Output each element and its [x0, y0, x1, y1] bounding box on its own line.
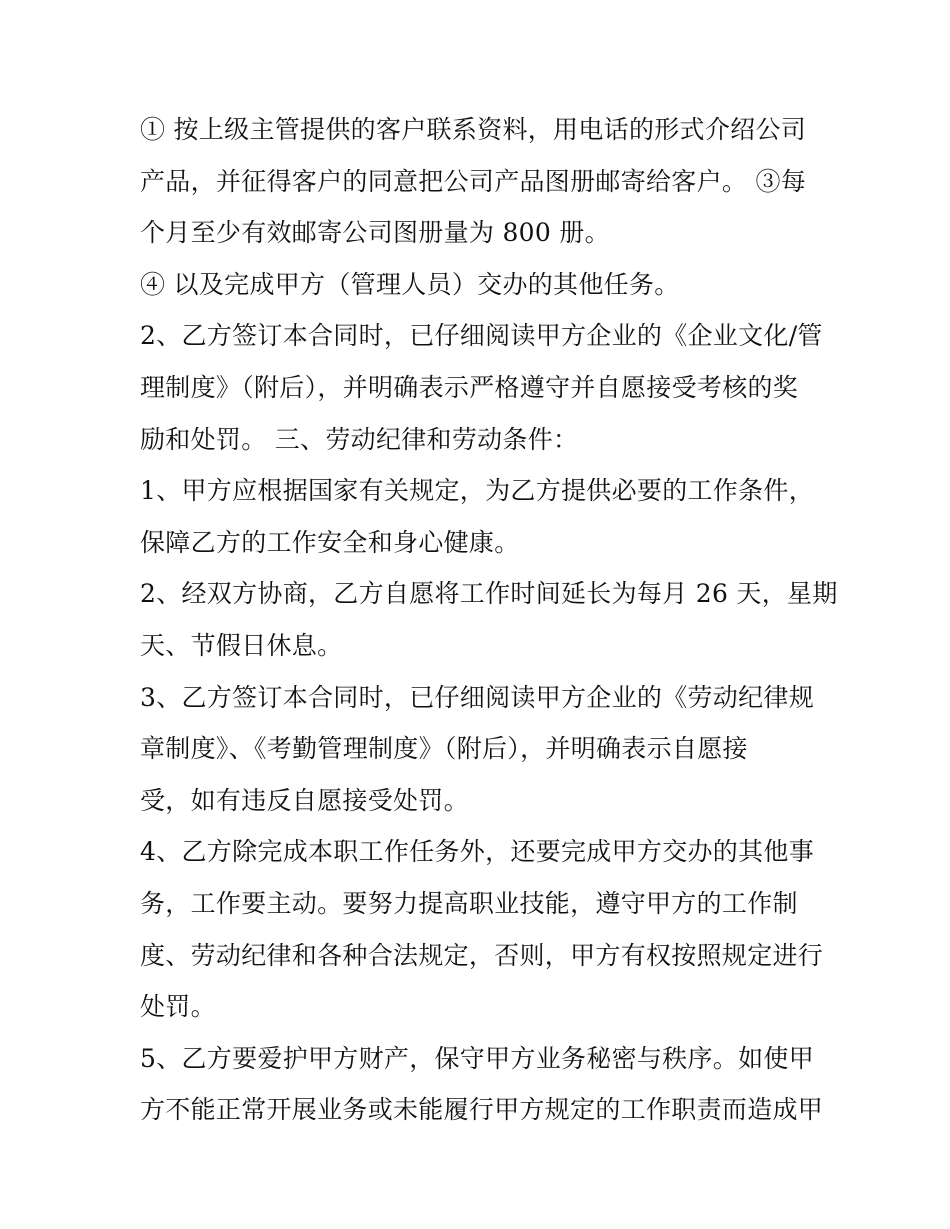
- text-line: 章制度》、《考勤管理制度》（附后），并明确表示自愿接: [140, 734, 748, 764]
- text-line: ① 按上级主管提供的客户联系资料，用电话的形式介绍公司: [140, 115, 807, 144]
- text-line: 度、劳动纪律和各种合法规定，否则，甲方有权按照规定进行: [140, 940, 824, 970]
- text-line: 个月至少有效邮寄公司图册量为 800 册。: [140, 218, 610, 248]
- text-line: 方不能正常开展业务或未能履行甲方规定的工作职责而造成甲: [140, 1095, 824, 1125]
- text-line: 2、乙方签订本合同时，已仔细阅读甲方企业的《企业文化/管: [140, 321, 823, 351]
- contract-body-text: [140, 104, 838, 1136]
- text-line: 理制度》（附后），并明确表示严格遵守并自愿接受考核的奖: [140, 372, 799, 402]
- text-line: 1、甲方应根据国家有关规定，为乙方提供必要的工作条件，: [140, 476, 815, 506]
- text-line: 产品，并征得客户的同意把公司产品图册邮寄给客户。 ③每: [140, 166, 807, 196]
- text-line: 天、节假日休息。: [140, 630, 343, 660]
- text-line: 受，如有违反自愿接受处罚。: [140, 785, 469, 815]
- text-line: 务，工作要主动。要努力提高职业技能，遵守甲方的工作制: [140, 888, 798, 918]
- text-line: 5、乙方要爱护甲方财产，保守甲方业务秘密与秩序。如使甲: [140, 1043, 815, 1073]
- text-line: 处罚。: [140, 992, 216, 1022]
- text-line: 2、经双方协商，乙方自愿将工作时间延长为每月 26 天，星期: [140, 579, 838, 609]
- text-line: 3、乙方签订本合同时，已仔细阅读甲方企业的《劳动纪律规: [140, 682, 815, 712]
- text-line: 4、乙方除完成本职工作任务外，还要完成甲方交办的其他事: [140, 837, 815, 867]
- text-line: ④ 以及完成甲方（管理人员）交办的其他任务。: [140, 269, 680, 299]
- text-line: 励和处罚。 三、劳动纪律和劳动条件：: [140, 424, 579, 454]
- text-line: 保障乙方的工作安全和身心健康。: [140, 527, 520, 557]
